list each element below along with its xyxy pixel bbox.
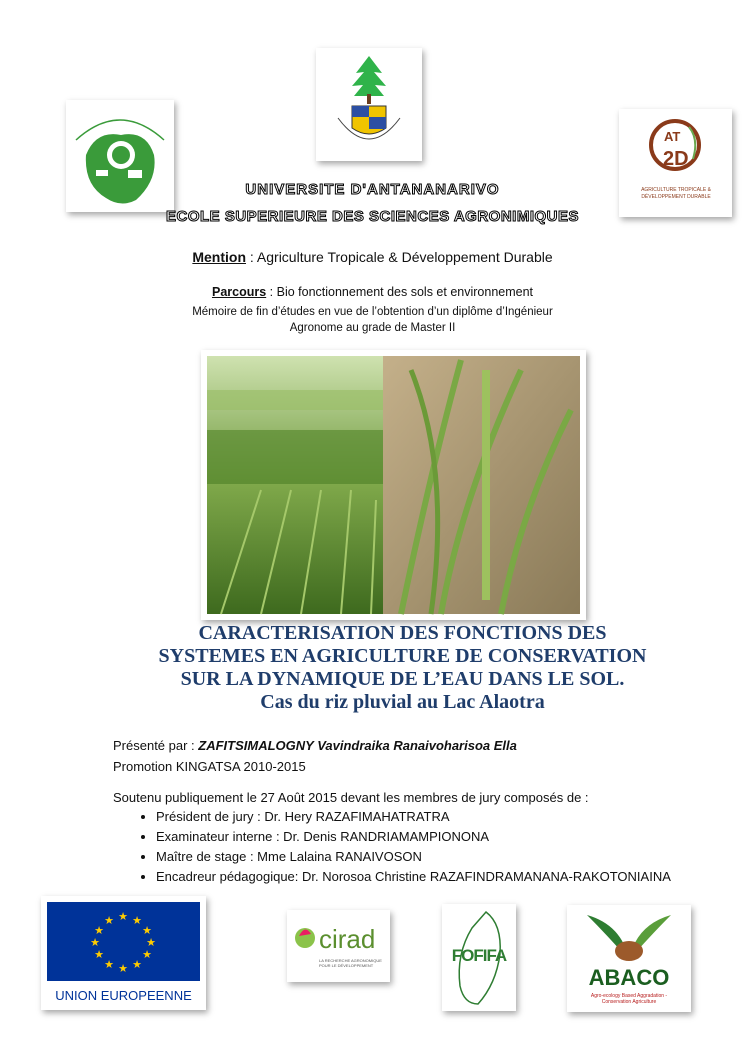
svg-text:★: ★ (104, 914, 114, 927)
fofifa-logo (442, 904, 516, 1011)
jury-member: • Encadreur pédagogique: Dr. Norosoa Christine RAZAFINDRAMANANA-RAKOTONIAINA (156, 867, 671, 887)
jury-member: • Examinateur interne : Dr. Denis RANDRIAMAMPIONONA (156, 827, 671, 847)
jury-list (134, 807, 671, 887)
mention-text: : Agriculture Tropicale & Développement Durable (246, 249, 553, 265)
eu-label: UNION EUROPEENNE (55, 988, 192, 1003)
abaco-logo (567, 905, 691, 1012)
memoire-line-1: Mémoire de fin d’études en vue de l’obtention d’un diplôme d’Ingénieur (192, 306, 553, 318)
thesis-title-line-1: CARACTERISATION DES FONCTIONS DES (198, 622, 607, 644)
thesis-title-line-3: SUR LA DYNAMIQUE DE L’EAU DANS LE SOL. (180, 668, 625, 690)
svg-text:★: ★ (90, 936, 100, 949)
eu-logo (41, 896, 206, 1010)
jury-member: • Président de jury : Dr. Hery RAZAFIMAHATRATRA (156, 807, 671, 827)
parcours-label: Parcours (211, 285, 267, 299)
presenter-line (113, 738, 517, 753)
svg-text:★: ★ (132, 958, 142, 971)
svg-text:★: ★ (142, 924, 152, 937)
thesis-subtitle: Cas du riz pluvial au Lac Alaotra (260, 691, 545, 713)
abaco-tagline: Agro-ecology Based Aggradation - Conservation Agriculture (590, 993, 668, 1005)
school-name: ECOLE SUPERIEURE DES SCIENCES AGRONIMIQUES (165, 208, 579, 225)
at2d-graphic (619, 109, 732, 179)
university-name: UNIVERSITE D'ANTANANARIVO (245, 181, 500, 198)
parcours-line (0, 285, 745, 299)
jury-member: • Maître de stage : Mme Lalaina RANAIVOSON (156, 847, 671, 867)
svg-text:2D: 2D (663, 148, 689, 170)
defense-statement: Soutenu publiquement le 27 Août 2015 devant les membres de jury composés de : (113, 790, 589, 805)
at2d-logo (619, 109, 732, 217)
cirad-logo (287, 910, 390, 982)
svg-text:★: ★ (94, 948, 104, 961)
thesis-title-line-2: SYSTEMES EN AGRICULTURE DE CONSERVATION (158, 645, 647, 667)
fofifa-name: FOFIFA (451, 946, 507, 965)
presenter-name: ZAFITSIMALOGNY Vavindraika Ranaivoharisoa Ella (198, 738, 517, 753)
cirad-tagline: LA RECHERCHE AGRONOMIQUE POUR LE DÉVELOPPEMENT (319, 958, 382, 968)
photo-collage (201, 350, 586, 620)
svg-text:★: ★ (132, 914, 142, 927)
svg-text:★: ★ (142, 948, 152, 961)
memoire-line-2: Agronome au grade de Master II (289, 322, 456, 334)
abaco-graphic (567, 905, 691, 965)
rice-photos (201, 350, 586, 620)
svg-text:★: ★ (118, 962, 128, 975)
eu-flag (41, 896, 206, 981)
parcours-text: : Bio fonctionnement des sols et environnement (266, 285, 534, 299)
svg-text:★: ★ (104, 958, 114, 971)
mention-line (0, 249, 745, 265)
promotion-line: Promotion KINGATSA 2010-2015 (113, 759, 306, 774)
svg-text:★: ★ (94, 924, 104, 937)
cirad-name: cirad (319, 924, 376, 954)
abaco-name: ABACO (588, 965, 670, 990)
svg-text:★: ★ (118, 910, 128, 923)
at2d-caption: AGRICULTURE TROPICALE & DÉVELOPPEMENT DURABLE (641, 187, 711, 200)
presenter-label: Présenté par : (113, 738, 199, 753)
svg-text:AT: AT (664, 129, 681, 144)
crest-graphic (316, 48, 422, 161)
svg-text:★: ★ (146, 936, 156, 949)
university-crest (316, 48, 422, 161)
mention-label: Mention (192, 249, 247, 265)
